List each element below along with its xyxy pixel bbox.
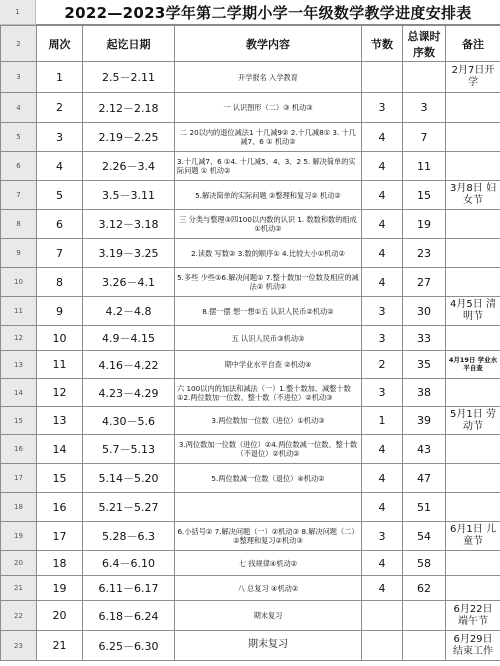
week-cell: 19	[37, 576, 83, 601]
hours-cell: 4	[362, 551, 403, 576]
row-number: 21	[1, 576, 37, 601]
hours-cell: 3	[362, 93, 403, 123]
total-cell: 15	[403, 181, 446, 210]
hours-cell: 4	[362, 493, 403, 522]
week-cell: 18	[37, 551, 83, 576]
content-cell: 期末复习	[175, 631, 362, 661]
notes-cell	[446, 576, 500, 601]
notes-cell	[446, 210, 500, 239]
row-number: 3	[1, 62, 37, 93]
row-number: 19	[1, 522, 37, 551]
week-cell: 6	[37, 210, 83, 239]
notes-cell: 2月7日开学	[446, 62, 500, 93]
content-cell: 开学报名 入学教育	[175, 62, 362, 93]
table-row	[1, 62, 500, 93]
date-cell: 4.30－5.6	[83, 407, 175, 435]
hours-cell: 4	[362, 576, 403, 601]
date-cell: 4.16－4.22	[83, 351, 175, 379]
header-week: 周次	[37, 26, 83, 62]
row-number: 6	[1, 152, 37, 181]
notes-cell: 6月29日 结束工作	[446, 631, 500, 661]
date-cell: 5.21－5.27	[83, 493, 175, 522]
table-row	[1, 601, 500, 631]
table-row	[1, 123, 500, 152]
week-cell: 15	[37, 464, 83, 493]
row-number: 5	[1, 123, 37, 152]
date-cell: 2.26－3.4	[83, 152, 175, 181]
content-cell: 5.多些 少些①6.解决问题① 7.整十数加一位数及相应的减法② 机动②	[175, 268, 362, 297]
content-cell: 2.读数 写数② 3.数的顺序① 4.比较大小①机动②	[175, 239, 362, 268]
date-cell: 2.12－2.18	[83, 93, 175, 123]
total-cell: 43	[403, 435, 446, 464]
hours-cell: 4	[362, 239, 403, 268]
week-cell: 16	[37, 493, 83, 522]
table-row	[1, 576, 500, 601]
date-cell: 5.7－5.13	[83, 435, 175, 464]
table-row	[1, 93, 500, 123]
row-number: 18	[1, 493, 37, 522]
row-number: 8	[1, 210, 37, 239]
total-cell: 33	[403, 326, 446, 351]
date-cell: 3.26－4.1	[83, 268, 175, 297]
row-number: 22	[1, 601, 37, 631]
week-cell: 4	[37, 152, 83, 181]
table-row	[1, 326, 500, 351]
week-cell: 20	[37, 601, 83, 631]
table-row	[1, 464, 500, 493]
notes-cell: 5月1日 劳动节	[446, 407, 500, 435]
content-cell: 一 认识图形（二）③ 机动③	[175, 93, 362, 123]
table-row	[1, 551, 500, 576]
week-cell: 21	[37, 631, 83, 661]
table-row	[1, 407, 500, 435]
table-row	[1, 210, 500, 239]
notes-cell	[446, 152, 500, 181]
week-cell: 13	[37, 407, 83, 435]
hours-cell: 4	[362, 435, 403, 464]
row-number: 17	[1, 464, 37, 493]
row-number: 20	[1, 551, 37, 576]
hours-cell: 4	[362, 268, 403, 297]
content-cell: 六 100以内的加法和减法（一）1.整十数加、减整十数 ①2.两位数加一位数、整十数（不进位）②机动③	[175, 379, 362, 407]
date-cell: 6.11－6.17	[83, 576, 175, 601]
date-cell: 3.12－3.18	[83, 210, 175, 239]
week-cell: 9	[37, 297, 83, 326]
total-cell	[403, 601, 446, 631]
date-cell: 4.9－4.15	[83, 326, 175, 351]
total-cell: 27	[403, 268, 446, 297]
date-cell: 5.14－5.20	[83, 464, 175, 493]
hours-cell: 4	[362, 152, 403, 181]
hours-cell: 4	[362, 210, 403, 239]
header-hours: 节数	[362, 26, 403, 62]
week-cell: 7	[37, 239, 83, 268]
hours-cell: 4	[362, 464, 403, 493]
table-row	[1, 239, 500, 268]
content-cell: 二 20以内的退位减法1 十几减9② 2.十几减8① 3. 十几减7、6 ① 机动②	[175, 123, 362, 152]
date-cell: 6.4－6.10	[83, 551, 175, 576]
sheet-title: 2022—2023学年第二学期小学一年级数学教学进度安排表	[36, 0, 500, 25]
content-cell: 期中学业水平自查 ②机动④	[175, 351, 362, 379]
table-row	[1, 268, 500, 297]
table-row	[1, 181, 500, 210]
row-number: 14	[1, 379, 37, 407]
total-cell: 62	[403, 576, 446, 601]
table-row	[1, 522, 500, 551]
row-number: 2	[1, 26, 37, 62]
header-dates: 起讫日期	[83, 26, 175, 62]
row-number: 1	[0, 0, 36, 25]
schedule-table	[0, 25, 500, 661]
content-cell: 8.摆一摆 想一想①五 认识人民币②机动②	[175, 297, 362, 326]
hours-cell: 1	[362, 407, 403, 435]
date-cell: 6.25－6.30	[83, 631, 175, 661]
total-cell: 3	[403, 93, 446, 123]
table-row	[1, 435, 500, 464]
row-number: 4	[1, 93, 37, 123]
content-cell: 3.十几减7、6 ①4. 十几减5、4、3、2 5. 解决简单的实际问题 ① 机动②	[175, 152, 362, 181]
content-cell: 3.两位数加一位数（进位）②4.两位数减一位数、整十数（不退位）②机动②	[175, 435, 362, 464]
week-cell: 8	[37, 268, 83, 297]
week-cell: 17	[37, 522, 83, 551]
content-cell: 三 分类与整理③四100以内数的认识 1. 数数和数的组成 ①机动②	[175, 210, 362, 239]
hours-cell: 2	[362, 351, 403, 379]
week-cell: 11	[37, 351, 83, 379]
date-cell: 4.2－4.8	[83, 297, 175, 326]
content-cell: 6.小括号② 7.解决问题（一）②机动③ 8.解决问题（二）②整理和复习②机动③	[175, 522, 362, 551]
content-cell: 期末复习	[175, 601, 362, 631]
notes-cell	[446, 326, 500, 351]
total-cell: 11	[403, 152, 446, 181]
date-cell: 4.23－4.29	[83, 379, 175, 407]
date-cell: 2.19－2.25	[83, 123, 175, 152]
week-cell: 14	[37, 435, 83, 464]
total-cell: 54	[403, 522, 446, 551]
row-number: 7	[1, 181, 37, 210]
hours-cell	[362, 631, 403, 661]
notes-cell	[446, 268, 500, 297]
week-cell: 5	[37, 181, 83, 210]
total-cell: 58	[403, 551, 446, 576]
row-number: 10	[1, 268, 37, 297]
table-row	[1, 152, 500, 181]
content-cell: 5.两位数减一位数（退位）④机动②	[175, 464, 362, 493]
total-cell: 39	[403, 407, 446, 435]
notes-cell	[446, 551, 500, 576]
total-cell: 35	[403, 351, 446, 379]
notes-cell	[446, 435, 500, 464]
date-cell: 3.19－3.25	[83, 239, 175, 268]
table-row	[1, 297, 500, 326]
date-cell: 2.5－2.11	[83, 62, 175, 93]
header-content: 教学内容	[175, 26, 362, 62]
hours-cell: 4	[362, 181, 403, 210]
date-cell: 5.28－6.3	[83, 522, 175, 551]
notes-cell	[446, 493, 500, 522]
table-row	[1, 631, 500, 661]
content-cell: 五 认识人民币③机动③	[175, 326, 362, 351]
total-cell: 38	[403, 379, 446, 407]
week-cell: 1	[37, 62, 83, 93]
week-cell: 12	[37, 379, 83, 407]
table-row	[1, 379, 500, 407]
header-notes: 备注	[446, 26, 500, 62]
hours-cell: 3	[362, 379, 403, 407]
notes-cell: 4月19日 学业水平自查	[446, 351, 500, 379]
total-cell	[403, 62, 446, 93]
week-cell: 3	[37, 123, 83, 152]
week-cell: 10	[37, 326, 83, 351]
notes-cell	[446, 123, 500, 152]
date-cell: 6.18－6.24	[83, 601, 175, 631]
notes-cell: 3月8日 妇女节	[446, 181, 500, 210]
content-cell: 3.两位数加一位数（进位）①机动③	[175, 407, 362, 435]
content-cell: 八 总复习 ④机动②	[175, 576, 362, 601]
hours-cell: 3	[362, 326, 403, 351]
hours-cell: 3	[362, 522, 403, 551]
row-number: 15	[1, 407, 37, 435]
row-number: 23	[1, 631, 37, 661]
row-number: 12	[1, 326, 37, 351]
hours-cell: 3	[362, 297, 403, 326]
table-row	[1, 351, 500, 379]
total-cell	[403, 631, 446, 661]
row-number: 13	[1, 351, 37, 379]
row-number: 11	[1, 297, 37, 326]
total-cell: 51	[403, 493, 446, 522]
total-cell: 23	[403, 239, 446, 268]
content-cell: 5.解决简单的实际问题 ②整理和复习② 机动②	[175, 181, 362, 210]
total-cell: 19	[403, 210, 446, 239]
week-cell: 2	[37, 93, 83, 123]
notes-cell: 6月22日 端午节	[446, 601, 500, 631]
content-cell	[175, 493, 362, 522]
row-number: 9	[1, 239, 37, 268]
content-cell: 七 找规律④机动②	[175, 551, 362, 576]
title-row	[0, 0, 500, 25]
table-row	[1, 493, 500, 522]
header-row	[1, 26, 500, 62]
total-cell: 30	[403, 297, 446, 326]
notes-cell: 6月1日 儿童节	[446, 522, 500, 551]
notes-cell	[446, 93, 500, 123]
row-number: 16	[1, 435, 37, 464]
hours-cell	[362, 62, 403, 93]
hours-cell: 4	[362, 123, 403, 152]
notes-cell	[446, 464, 500, 493]
notes-cell	[446, 239, 500, 268]
hours-cell	[362, 601, 403, 631]
notes-cell	[446, 379, 500, 407]
header-total: 总课时序数	[403, 26, 446, 62]
total-cell: 7	[403, 123, 446, 152]
date-cell: 3.5－3.11	[83, 181, 175, 210]
total-cell: 47	[403, 464, 446, 493]
notes-cell: 4月5日 清明节	[446, 297, 500, 326]
